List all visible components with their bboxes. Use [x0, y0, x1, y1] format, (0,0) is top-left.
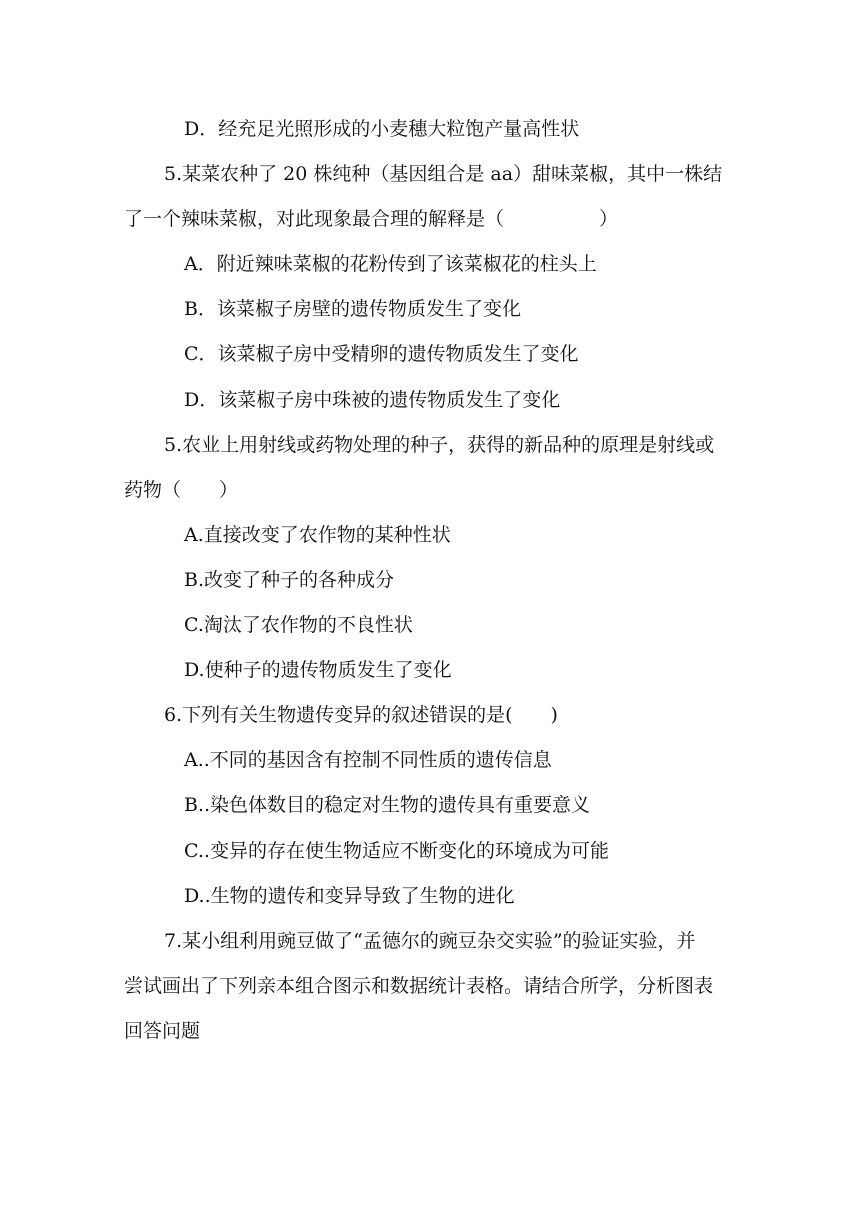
q5b-stem-line-1: 5.农业上用射线或药物处理的种子，获得的新品种的原理是射线或	[164, 434, 715, 456]
q5b-option-b: B.改变了种子的各种成分	[184, 569, 395, 591]
q5a-option-d: D．该菜椒子房中珠被的遗传物质发生了变化	[184, 389, 561, 411]
q5a-option-c: C．该菜椒子房中受精卵的遗传物质发生了变化	[184, 343, 579, 365]
q7-stem-line-1: 7.某小组利用豌豆做了“孟德尔的豌豆杂交实验”的验证实验，并	[164, 930, 696, 952]
q5b-option-c: C.淘汰了农作物的不良性状	[184, 614, 413, 636]
q6-option-d: D..生物的遗传和变异导致了生物的进化	[184, 885, 515, 907]
q7-stem-line-2: 尝试画出了下列亲本组合图示和数据统计表格。请结合所学，分析图表	[124, 975, 714, 997]
q5a-option-a: A．附近辣味菜椒的花粉传到了该菜椒花的柱头上	[184, 253, 597, 275]
q5b-stem-line-2: 药物（ ）	[124, 479, 239, 501]
q7-stem-line-3: 回答问题	[124, 1020, 201, 1042]
q6-stem-line-1: 6.下列有关生物遗传变异的叙述错误的是( )	[164, 704, 558, 726]
q5a-option-b: B．该菜椒子房壁的遗传物质发生了变化	[184, 298, 521, 320]
q4-option-d: D．经充足光照形成的小麦穗大粒饱产量高性状	[184, 118, 580, 140]
q5b-option-d: D.使种子的遗传物质发生了变化	[184, 659, 452, 681]
q6-option-b: B..染色体数目的稳定对生物的遗传具有重要意义	[184, 794, 591, 816]
q6-option-c: C..变异的存在使生物适应不断变化的环境成为可能	[184, 840, 609, 862]
q5a-stem-line-1: 5.某菜农种了 20 株纯种（基因组合是 aa）甜味菜椒，其中一株结	[164, 163, 723, 185]
q5b-option-a: A.直接改变了农作物的某种性状	[184, 524, 451, 546]
q6-option-a: A..不同的基因含有控制不同性质的遗传信息	[184, 749, 552, 771]
q5a-stem-line-2: 了一个辣味菜椒，对此现象最合理的解释是（ ）	[124, 208, 619, 230]
